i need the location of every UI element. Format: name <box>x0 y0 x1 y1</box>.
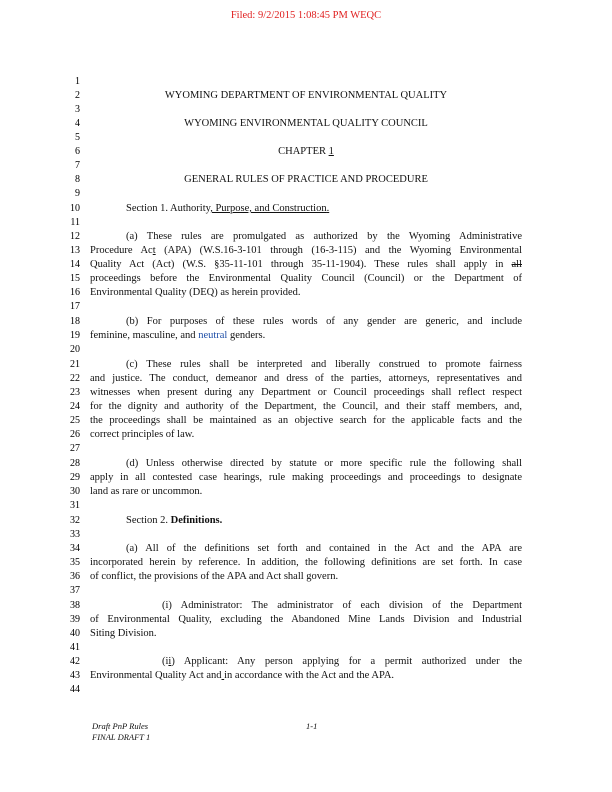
text-run: Quality Act (Act) (W.S. §35-11-101 through 35-11-1904). These rules shall apply in <box>90 259 512 270</box>
para-d-line-2: apply in all contested case hearings, rule making proceedings and proceedings to designate <box>90 472 522 483</box>
line-number: 3 <box>75 104 80 115</box>
line-number: 33 <box>70 529 80 540</box>
para-d-line-3: land as rare or uncommon. <box>90 486 203 497</box>
line-number: 42 <box>70 656 80 667</box>
text-run: genders. <box>227 330 266 341</box>
para-c-line-5: the proceedings shall be maintained as an objective search for the applicable facts and the <box>90 415 522 426</box>
para-b-line-1: (b) For purposes of these rules words of any gender are generic, and include <box>126 316 522 327</box>
highlighted-text: neutral <box>198 330 228 341</box>
line-number: 1 <box>75 76 80 87</box>
line-number: 15 <box>70 273 80 284</box>
footer-final-draft-label: FINAL DRAFT 1 <box>92 732 151 742</box>
chapter-heading <box>90 146 522 157</box>
section-1-heading <box>126 203 329 214</box>
section-1-heading-inserted: , Purpose, and Construction <box>210 203 327 214</box>
para-d-line-1: (d) Unless otherwise directed by statute or more specific rule the following shall <box>126 458 522 469</box>
para-c-line-3: witnesses when present during any Department or Council proceedings shall reflect respect <box>90 387 522 398</box>
para-c-line-1: (c) These rules shall be interpreted and liberally construed to promote fairness <box>126 359 522 370</box>
text-run: Environmental Quality Act and <box>90 670 222 681</box>
line-number: 43 <box>70 670 80 681</box>
line-number: 30 <box>70 486 80 497</box>
line-number: 38 <box>70 600 80 611</box>
para-a-line-5: Environmental Quality (DEQ) as herein provided. <box>90 287 301 298</box>
line-number: 18 <box>70 316 80 327</box>
line-number: 37 <box>70 585 80 596</box>
line-number: 20 <box>70 344 80 355</box>
line-number: 36 <box>70 571 80 582</box>
department-heading: WYOMING DEPARTMENT OF ENVIRONMENTAL QUALITY <box>164 90 448 101</box>
line-number: 16 <box>70 287 80 298</box>
para-2a-line-3: of conflict, the provisions of the APA and Act shall govern. <box>90 571 339 582</box>
para-2a-line-1: (a) All of the definitions set forth and contained in the Act and the APA are <box>126 543 522 554</box>
para-b-line-2 <box>90 330 522 341</box>
chapter-number: 1 <box>328 146 334 157</box>
para-a-line-1: (a) These rules are promulgated as authorized by the Wyoming Administrative <box>126 231 522 242</box>
line-number: 14 <box>70 259 80 270</box>
chapter-label: CHAPTER <box>278 146 329 157</box>
line-number: 25 <box>70 415 80 426</box>
council-heading: WYOMING ENVIRONMENTAL QUALITY COUNCIL <box>184 118 428 129</box>
line-number: 5 <box>75 132 80 143</box>
section-1-heading-period: . <box>326 203 330 214</box>
para-c-line-2: and justice. The conduct, demeanor and dress of the parties, attorneys, representatives and <box>90 373 522 384</box>
line-number: 10 <box>70 203 80 214</box>
line-number: 40 <box>70 628 80 639</box>
line-number: 6 <box>75 146 80 157</box>
para-c-line-6: correct principles of law. <box>90 429 195 440</box>
line-number: 12 <box>70 231 80 242</box>
footer-page-number: 1-1 <box>306 721 318 731</box>
line-number: 21 <box>70 359 80 370</box>
line-number: 17 <box>70 301 80 312</box>
section-1-heading-part: Section 1. Authority <box>126 203 211 214</box>
line-number: 8 <box>75 174 80 185</box>
para-c-line-4: for the dignity and authority of the Department, the Council, and their staff members, and, <box>90 401 522 412</box>
inserted-text: i <box>168 656 172 667</box>
text-run: feminine, masculine, and <box>90 330 199 341</box>
line-number: 39 <box>70 614 80 625</box>
line-number: 9 <box>75 188 80 199</box>
para-a-line-4: proceedings before the Environmental Quality Council (Council) or the Department of <box>90 273 522 284</box>
def-ii-line-2 <box>90 670 522 681</box>
para-a-line-3 <box>90 259 522 270</box>
line-number: 2 <box>75 90 80 101</box>
line-number: 27 <box>70 443 80 454</box>
line-number: 7 <box>75 160 80 171</box>
text-run: in accordance with the Act and the APA. <box>224 670 395 681</box>
line-number: 32 <box>70 515 80 526</box>
line-number: 23 <box>70 387 80 398</box>
text-run: Procedure Ac <box>90 245 153 256</box>
section-2-heading <box>126 515 222 526</box>
def-i-line-3: Siting Division. <box>90 628 157 639</box>
line-number: 13 <box>70 245 80 256</box>
para-a-line-2 <box>90 245 522 256</box>
line-number: 31 <box>70 500 80 511</box>
line-number: 34 <box>70 543 80 554</box>
section-2-title: Definitions. <box>170 515 223 526</box>
footer-draft-label: Draft PnP Rules <box>92 721 149 731</box>
text-run: ) Applicant: Any person applying for a permit authorized under the <box>171 656 522 667</box>
line-number: 4 <box>75 118 80 129</box>
line-number: 11 <box>70 217 80 228</box>
line-number: 29 <box>70 472 80 483</box>
line-number: 41 <box>70 642 80 653</box>
line-number: 44 <box>70 684 80 695</box>
line-number: 24 <box>70 401 80 412</box>
def-i-line-2: of Environmental Quality, excluding the Abandoned Mine Lands Division and Industrial <box>90 614 522 625</box>
line-number: 28 <box>70 458 80 469</box>
filed-stamp: Filed: 9/2/2015 1:08:45 PM WEQC <box>230 10 382 21</box>
line-number: 19 <box>70 330 80 341</box>
para-2a-line-2: incorporated herein by reference. In addition, the following definitions are set forth. In case <box>90 557 522 568</box>
def-ii-line-1 <box>162 656 522 667</box>
line-number: 35 <box>70 557 80 568</box>
section-2-label: Section 2. <box>126 515 171 526</box>
inserted-text: t <box>152 245 156 256</box>
def-i-line-1: (i) Administrator: The administrator of each division of the Department <box>162 600 522 611</box>
line-number: 26 <box>70 429 80 440</box>
struck-text: all <box>511 259 522 270</box>
line-number: 22 <box>70 373 80 384</box>
text-run: (APA) (W.S.16-3-101 through (16-3-115) and the Wyoming Environmental <box>155 245 522 256</box>
rules-title: GENERAL RULES OF PRACTICE AND PROCEDURE <box>184 174 428 185</box>
text-run: (i <box>162 656 169 667</box>
